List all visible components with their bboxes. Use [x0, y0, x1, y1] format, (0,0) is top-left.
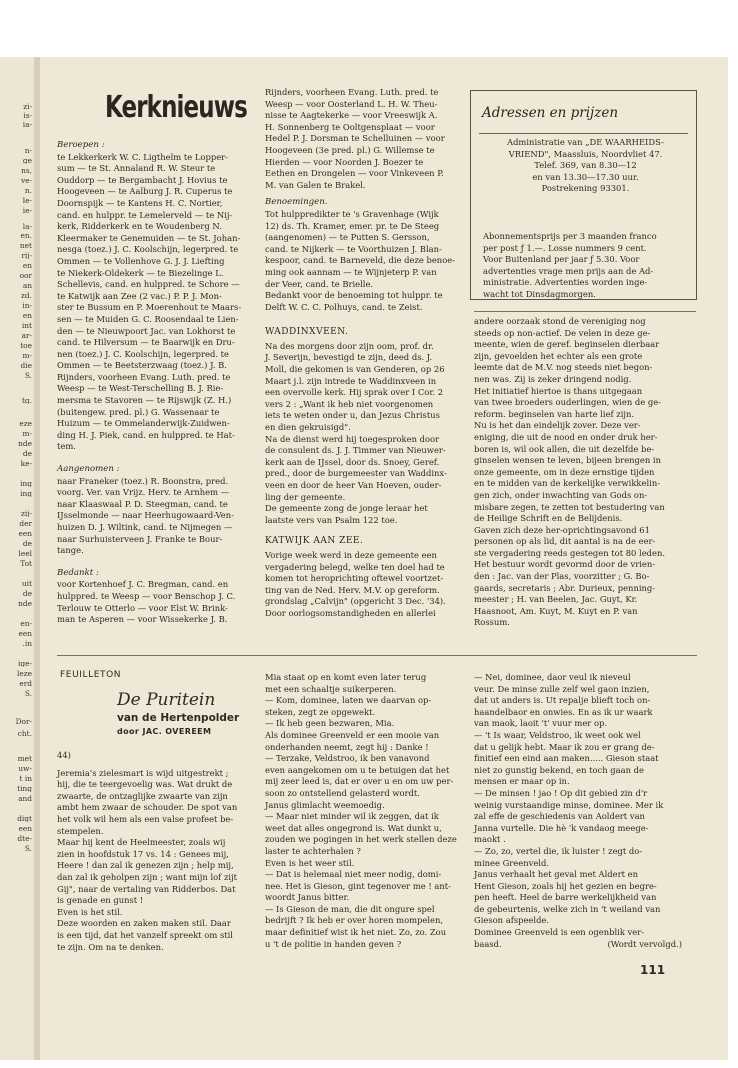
text-line: naar Franeker (toez.) R. Boonstra, pred.: [57, 475, 229, 486]
strip-fragment: digt: [17, 815, 32, 823]
strip-fragment: die: [20, 362, 32, 370]
text-line: Als dominee Greenveld er een mooie van: [265, 729, 440, 740]
strip-fragment: ve-: [20, 177, 32, 185]
strip-fragment: m-: [22, 352, 32, 360]
strip-fragment: int: [21, 322, 32, 330]
text-line: nen was. Zij is zeker dringend nodig.: [474, 373, 632, 384]
text-line: eniging, die uit de nood en onder druk her-: [474, 431, 658, 442]
text-line: van maok, laoit 't' vuur mer op.: [474, 718, 608, 729]
text-line: Even is het stil.: [57, 906, 123, 917]
text-line: Heere ! dan zal ik genezen zijn ; help mij,: [57, 860, 234, 871]
strip-fragment: n-: [24, 147, 32, 155]
text-line: gaards, secretaris ; Abr. Durieux, penning-: [474, 582, 656, 593]
text-line: stempelen.: [57, 825, 104, 836]
text-line: vers 2 : „Want ik heb niet voorgenomen: [265, 398, 434, 409]
section-rule: [57, 655, 697, 656]
text-line: kerk aan de IJssel, door ds. Snoey, Geref.: [265, 456, 440, 467]
strip-fragment: nde: [18, 600, 32, 608]
address-box-rule: [479, 133, 688, 134]
text-line: Jeremia's zielesmart is wijd uitgestrekt ;: [57, 767, 229, 778]
episode-number: 44): [57, 750, 71, 760]
text-line: cand. te Hilversum — te Baarwijk en Dru-: [57, 337, 235, 348]
strip-fragment: en: [22, 312, 32, 320]
text-line: maar definitief wist ik het niet. Zo, zo. Zou: [265, 927, 447, 938]
text-line: Moll, die gekomen is van Genderen, op 26: [265, 364, 445, 375]
text-line: Rijnders, voorheen Evang. Luth. pred. te: [57, 371, 231, 382]
text-line: personen op als lid, dit aantal is na de eer-: [474, 536, 656, 547]
text-line: naar Klaaswaal P. D. Steegman, cand. te: [57, 498, 228, 509]
text-line: een overvolle kerk. Hij sprak over I Cor. 2: [265, 387, 444, 398]
strip-fragment: is-: [23, 112, 32, 120]
strip-fragment: toe: [20, 342, 32, 350]
text-line: onze gemeente, om in deze ernstige tijden: [474, 466, 655, 477]
text-line: mensen er maar op in.: [474, 776, 570, 787]
text-line: Het bestuur wordt gevormd door de vrien-: [474, 559, 656, 570]
text-line: mersma te Stavoren — te Rijswijk (Z. H.): [57, 395, 232, 406]
strip-fragment: ing: [20, 480, 32, 488]
text-line: Voor Buitenland per jaar ƒ 5.30. Voor: [483, 254, 640, 265]
strip-fragment: nde: [18, 440, 32, 448]
text-line: J. Severijn, bevestigd te zijn, deed ds. J.: [265, 352, 433, 363]
text-line: voor Kortenhoef J. C. Bregman, cand. en: [57, 579, 229, 590]
text-line: der Veer, cand. te Brielle.: [265, 278, 374, 289]
strip-fragment: uw-: [18, 765, 32, 773]
text-line: nee. Het is Gieson, gint tegenover me ! ant-: [265, 880, 452, 891]
text-line: te Niekerk-Oldekerk — te Biezelinge L.: [57, 267, 224, 278]
text-line: Gij", naar de vertaling van Ridderbos. Dat: [57, 883, 236, 894]
strip-fragment: S.: [24, 372, 32, 380]
strip-fragment: in-: [22, 302, 32, 310]
strip-fragment: een: [18, 825, 32, 833]
strip-fragment: Dor-: [15, 718, 32, 726]
text-line: minee Greenveld.: [474, 857, 549, 868]
strip-fragment: zd.: [21, 292, 32, 300]
text-line: Weesp — voor Oosterland L. H. W. Theu-: [265, 98, 438, 109]
strip-fragment: leel: [18, 550, 32, 558]
text-line: voorg. Ver. van Vrijz. Herv. te Arnhem —: [57, 487, 230, 498]
strip-fragment: an: [22, 282, 32, 290]
text-line: Maart j.l. zijn intrede te Waddinxveen in: [265, 375, 437, 386]
text-line: misbare zegen, te zetten tot bestudering van: [474, 501, 665, 512]
text-line: u 't de politie in handen geven ?: [265, 938, 402, 949]
text-line: IJsselmonde — naar Heerhugowaard-Ven-: [57, 510, 234, 521]
text-line: nesga (toez.) J. C. Koolschijn, legerpred. te: [57, 244, 239, 255]
text-line: ambt hem zwaar de schouder. De spot van: [57, 802, 238, 813]
text-line: den — te Nieuwpoort Jac. van Lokhorst te: [57, 325, 236, 336]
text-line: Hent Gieson, zoals hij het gezien en begre-: [474, 880, 657, 891]
text-line: kespoor, cand. te Barneveld, die deze benoe-: [265, 255, 456, 266]
strip-fragment: ie-: [22, 207, 32, 215]
strip-fragment: ns,: [21, 167, 32, 175]
bedankt-heading: Bedankt :: [57, 567, 99, 578]
strip-fragment: and: [18, 795, 32, 803]
text-line: Na des morgens door zijn oom, prof. dr.: [265, 340, 434, 351]
text-line: leemte dat de M.V. nog steeds niet begon-: [474, 362, 653, 373]
feuilleton-col1-text: [57, 768, 257, 954]
text-line: (buitengew. pred. pl.) G. Wassenaar te: [57, 406, 220, 417]
column-1: [57, 140, 257, 626]
text-line: de Heilige Schrift en de Belijdenis.: [474, 513, 623, 524]
strip-fragment: met: [17, 755, 32, 763]
text-line: de consulent ds. J. J. Timmer van Nieuwer-: [265, 445, 446, 456]
text-line: Na de dienst werd hij toegesproken door: [265, 433, 440, 444]
text-line: Hoogeveen — te Aalburg J. R. Cuperus te: [57, 186, 233, 197]
text-line: Janus verhaalt het geval met Aldert en: [474, 869, 638, 880]
text-line: Maar hij kent de Heelmeester, zoals wij: [57, 837, 226, 848]
text-line: naar Surhuisterveen J. Franke te Bour-: [57, 533, 223, 544]
text-line: — Kom, dominee, laten we daarvan op-: [265, 695, 432, 706]
text-line: huizen D. J. Wiltink, cand. te Nijmegen —: [57, 522, 233, 532]
text-line: dat u gelijk hebt. Maar ik zou er grang de-: [474, 741, 655, 752]
strip-fragment: n.: [24, 187, 32, 195]
text-line: Haasnoot, Am. Kuyt, M. Kuyt en P. van: [474, 605, 638, 616]
strip-fragment: oor: [19, 272, 32, 280]
text-line: en te midden van de kerkelijke verwikkelin-: [474, 478, 661, 489]
beroepen-text: [57, 152, 257, 453]
strip-fragment: erd: [19, 680, 32, 688]
aangenomen-heading: Aangenomen :: [57, 464, 120, 475]
text-line: VRIEND", Maassluis, Noordvliet 47.: [508, 148, 663, 159]
benoemingen-heading: Benoemingen.: [265, 197, 328, 208]
text-line: Hierden — voor Noorden J. Boezer te: [265, 156, 424, 167]
text-line: andere oorzaak stond de vereniging nog: [474, 316, 646, 326]
text-line: is een tijd, dat het vanzelf spreekt om stil: [57, 929, 233, 940]
text-line: nen (toez.) J. C. Koolschijn, legerpred. te: [57, 348, 229, 359]
previous-page-strip: [0, 57, 34, 1060]
feuilleton-col3-text: [474, 672, 696, 939]
text-line: Deze woorden en zaken maken stil. Daar: [57, 918, 231, 929]
beroepen-heading: Beroepen :: [57, 140, 105, 150]
strip-fragment: en.: [20, 232, 32, 240]
feuilleton-label: FEUILLETON: [60, 670, 122, 680]
text-line: komen tot heroprichting oftewel voortzet-: [265, 573, 444, 584]
text-line: laster te achterhalen ?: [265, 845, 361, 856]
text-line: Het initiatief hiertoe is thans uitgegaan: [474, 385, 643, 396]
katwijk-heading: KATWIJK AAN ZEE.: [265, 536, 364, 547]
text-line: — Maar niet minder wil ik zeggen, dat ik: [265, 811, 439, 822]
text-line: en van 13.30—17.30 uur.: [532, 171, 639, 182]
text-line: Hoogeveen (3e pred. pl.) G. Willemse te: [265, 144, 435, 155]
text-line: tange.: [57, 545, 84, 556]
text-line: cand. en hulppr. te Lemelerveld — te Nij-: [57, 209, 233, 220]
text-line: Gaven zich deze her-oprichtingsavond 61: [474, 524, 650, 535]
text-line: Hedel P. J. Dorsman te Schelluinen — voor: [265, 133, 445, 144]
text-line: meester ; H. van Beelen, Jac. Guyt, Kr.: [474, 594, 638, 605]
text-line: Kleermaker te Genemuiden — te St. Johan-: [57, 232, 241, 243]
strip-fragment: ige-: [18, 660, 32, 668]
text-line: woordt Janus bitter.: [265, 892, 350, 903]
text-line: bedrijft ? Ik heb er over horen mompelen,: [265, 915, 444, 926]
strip-fragment: zi-: [23, 103, 32, 111]
text-line: sum — te St. Annaland R. W. Steur te: [57, 163, 216, 174]
serial-author: door JAC. OVEREEM: [117, 727, 212, 736]
text-line: (aangenomen) — te Putten S. Gersson,: [265, 232, 430, 243]
text-line: de gebeurtenis, welke zich in 't weiland van: [474, 903, 661, 914]
address-box-title: Adressen en prijzen: [482, 105, 619, 121]
text-line: even aangekomen om u te betuigen dat het: [265, 764, 450, 775]
text-line: pred., door de burgemeester van Waddinx-: [265, 468, 447, 479]
strip-fragment: Tot: [20, 560, 32, 568]
feuilleton-column-1: [57, 750, 257, 953]
text-line: wacht tot Dinsdagmorgen.: [483, 288, 596, 299]
text-line: is genade en gunst !: [57, 895, 144, 906]
text-line: — Zo, zo, vertel die, ik luister ! zegt do-: [474, 845, 643, 856]
text-line: Telef. 369, van 8.30—12: [534, 160, 637, 171]
text-line: Delft W. C. C. Polhuys, cand. te Zeist.: [265, 301, 423, 312]
text-line: ster te Bussum en P. Moerenhout te Maars-: [57, 302, 242, 313]
text-line: grondslag „Calvijn" (opgericht 3 Dec. '34).: [265, 596, 446, 607]
text-line: ding H. J. Piek, cand. en hulppred. te Hat-: [57, 429, 235, 440]
text-line: Eethen en Drongelen — voor Vinkeveen P.: [265, 168, 444, 179]
text-line: Ommen — te Beetsterzwaag (toez.) J. B.: [57, 360, 227, 371]
text-line: met een schaaltje suikerperen.: [265, 683, 397, 694]
text-line: steeds op non-actief. De velen in deze ge-: [474, 327, 651, 338]
strip-fragment: ia-: [22, 121, 32, 129]
strip-fragment: de: [22, 450, 32, 458]
text-line: Terlouw te Otterlo — voor Elst W. Brink-: [57, 602, 228, 613]
text-line: van twee broeders ouderlingen, wien de ge-: [474, 397, 662, 408]
text-line: Bedankt voor de benoeming tot hulppr. te: [265, 290, 443, 301]
strip-fragment: leze: [16, 670, 32, 678]
strip-fragment: ting: [17, 785, 32, 793]
text-line: Schellevis, cand. en hulppred. te Schore —: [57, 279, 240, 290]
col2-top-text: [265, 87, 465, 191]
text-line: Mia staat op en komt even later terug: [265, 672, 427, 682]
text-line: ste vergadering reeds gestegen tot 80 leden.: [474, 547, 666, 558]
serial-subtitle: van de Hertenpolder: [117, 712, 240, 724]
text-line: pen heeft. Heel de barre werkelijkheid van: [474, 892, 657, 903]
text-line: steken, zegt ze opgewekt.: [265, 706, 376, 717]
text-line: te Lekkerkerk W. C. Ligthelm te Lopper-: [57, 151, 228, 162]
strip-fragment: le-: [22, 197, 32, 205]
text-line: Postrekening 93301.: [541, 183, 630, 194]
text-line: kerk, Ridderkerk en te Woudenberg N.: [57, 221, 222, 232]
text-line: het volk wil hem als een valse profeet be-: [57, 813, 234, 824]
text-line: dat ut anders is. Ut repalje blieft toch on-: [474, 695, 651, 706]
strip-fragment: net: [19, 242, 32, 250]
text-line: Weesp — te West-Terschelling B. J. Rie-: [57, 383, 224, 394]
text-line: dan zal ik geholpen zijn ; want mijn lof zijt: [57, 871, 237, 882]
text-line: Abonnementsprijs per 3 maanden franco: [483, 231, 657, 241]
continued-note: (Wordt vervolgd.): [607, 938, 682, 949]
text-line: sen — te Muiden G. C. Roosendaal te Lien-: [57, 313, 239, 324]
strip-fragment: en: [22, 262, 32, 270]
strip-fragment: la-: [22, 223, 32, 231]
text-line: — 't Is waar, Veldstroo, ik weet ook wel: [474, 729, 641, 740]
strip-fragment: de: [22, 590, 32, 598]
benoemingen-text: [265, 209, 465, 313]
text-line: Huizum — te Ommelanderwijk-Zuidwen-: [57, 418, 230, 429]
text-line: Janna vurtelle. Die hè 'k vandaog meege-: [474, 822, 649, 833]
feuilleton-column-3: [474, 672, 696, 950]
feuilleton-column-2: [265, 672, 465, 950]
text-line: veur. De minse zulle zelf wel gaon inzien,: [474, 683, 650, 694]
text-line: Gieson afspeelde.: [474, 915, 550, 926]
text-line: Janus glimlacht weemoedig.: [265, 799, 385, 810]
text-line: Rijnders, voorheen Evang. Luth. pred. te: [265, 87, 439, 97]
text-line: Even is het weer stil.: [265, 857, 355, 868]
text-line: zwaarte, de ontzaglijke zwaarte van zijn: [57, 790, 228, 801]
text-line: boren is, wil ook allen, die uit dezelfde be-: [474, 443, 655, 454]
page-title: Kerknieuws: [105, 90, 247, 125]
administration-text: [483, 137, 688, 195]
waddinxveen-text: [265, 341, 465, 527]
text-line: Doornspijk — te Kantens H. C. Nortier,: [57, 197, 223, 208]
text-line: tem.: [57, 441, 76, 452]
strip-fragment: m-: [22, 430, 32, 438]
strip-fragment: der: [19, 520, 32, 528]
strip-fragment: t in: [19, 775, 32, 783]
text-line: gen zich, onder inwachting van Gods on-: [474, 489, 648, 500]
text-line: weet dat alles ongegrond is. Wat dunkt u,: [265, 822, 442, 833]
text-line: per post ƒ 1.—. Losse nummers 9 cent.: [483, 242, 647, 253]
strip-fragment: een: [18, 530, 32, 538]
strip-fragment: ge: [22, 157, 32, 165]
text-line: M. van Galen te Brakel.: [265, 179, 366, 190]
text-line: — Terzake, Veldstroo, ik ben vanavond: [265, 753, 430, 764]
text-line: — Is Gieson de man, die dit ongure spel: [265, 903, 435, 914]
text-line: den : Jac. van der Plas, voorzitter ; G. Bo-: [474, 571, 650, 582]
text-line: zal effe de geschiedenis van Aoldert van: [474, 811, 645, 822]
text-line: te Katwijk aan Zee (2 vac.) P. P. J. Mon-: [57, 290, 222, 301]
text-line: en dien gekruisigd".: [265, 422, 351, 433]
text-line: nisse te Aagtekerke — voor Vreeswijk A.: [265, 110, 438, 121]
strip-fragment: dte-: [17, 835, 32, 843]
text-line: Administratie van „DE WAARHEIDS-: [507, 137, 664, 147]
box-separator: [474, 311, 696, 312]
column-2: [265, 87, 465, 620]
strip-fragment: ke-: [20, 460, 32, 468]
text-line: Rossum.: [474, 617, 510, 628]
waddinxveen-heading: WADDINXVEEN.: [265, 327, 349, 338]
serial-title: De Puritein: [117, 690, 216, 710]
text-line: Ommen — te Vollenhove G. J. J. Liefting: [57, 255, 225, 266]
text-line: zien in hoofdstuk 17 vs. 14 : Genees mij,: [57, 848, 229, 859]
text-line: ling der gemeente.: [265, 491, 346, 502]
last-word: baasd.: [474, 938, 502, 949]
strip-fragment: zij-: [20, 510, 32, 518]
aangenomen-text: [57, 476, 257, 557]
text-line: Dominee Greenveld is een ogenblik ver-: [474, 927, 645, 938]
text-line: Nu is het dan eindelijk zover. Deze ver-: [474, 420, 641, 431]
text-line: finitief een eind aan maken..... Gieson staat: [474, 753, 659, 764]
text-line: — Nei, dominee, daor veul ik nieveul: [474, 672, 631, 682]
strip-fragment: ar-: [21, 332, 32, 340]
feuilleton-col2-text: [265, 672, 465, 950]
text-line: ming ook aannam — te Wijnjeterp P. van: [265, 266, 437, 277]
text-line: iets te weten onder u, dan Jezus Christus: [265, 410, 440, 421]
text-line: niet zo gunstig bekend, en toch gaan de: [474, 764, 645, 775]
text-line: hij, die te teergevoelig was. Wat drukt de: [57, 779, 233, 790]
text-line: ting van de Ned. Herv. M.V. op gereform.: [265, 584, 440, 595]
text-line: zouden we pogingen in het werk stellen deze: [265, 834, 457, 845]
text-line: Door oorlogsomstandigheden en allerlei: [265, 607, 436, 618]
katwijk-continued-text: [474, 316, 696, 629]
text-line: Tot hulppredikter te 's Gravenhage (Wijk: [265, 208, 439, 219]
strip-fragment: S.: [24, 845, 32, 853]
text-line: hulppred. te Weesp — voor Benschop J. C.: [57, 590, 236, 601]
strip-fragment: en-: [20, 620, 32, 628]
text-line: advertenties vrage men prijs aan de Ad-: [483, 265, 654, 276]
text-line: reform. beginselen van harte lief zijn.: [474, 408, 635, 419]
katwijk-text: [265, 550, 465, 620]
text-line: zijn, gevoelden het echter als een grote: [474, 350, 643, 361]
text-line: Ouddorp — te Bergambacht J. Hovius te: [57, 174, 228, 185]
bedankt-text: [57, 579, 257, 625]
strip-fragment: ing: [20, 490, 32, 498]
column-3: [474, 316, 696, 629]
strip-fragment: eze: [19, 420, 32, 428]
text-line: veen en door de heer Van Hoeven, ouder-: [265, 480, 442, 490]
text-line: ministratie. Advertenties worden inge-: [483, 277, 648, 288]
address-box: [470, 90, 697, 300]
text-line: cand. te Nijkerk — te Voorthuizen J. Blan-: [265, 243, 442, 254]
text-line: mij zeer leed is, dat er over u en om uw per-: [265, 776, 454, 787]
text-line: H. Sonnenberg te Ooltgensplaat — voor: [265, 121, 435, 132]
text-line: De gemeente zong de jonge leraar het: [265, 503, 428, 514]
text-line: te zijn. Om na te denken.: [57, 941, 164, 952]
strip-fragment: de: [22, 540, 32, 548]
text-line: — Ik heb geen bezwaren, Mia.: [265, 718, 395, 729]
strip-fragment: .in: [22, 640, 32, 648]
strip-fragment: uit: [21, 580, 32, 588]
text-line: — De minsen ! jao ! Op dit gebied zin d'r: [474, 787, 648, 798]
text-line: weinig vurstaandige minse, dominee. Mer ik: [474, 799, 664, 810]
text-line: man te Asperen — voor Wissekerke J. B.: [57, 614, 228, 625]
text-line: — Dat is helemaal niet meer nodig, domi-: [265, 869, 442, 880]
text-line: onderhanden neemt, zegt hij : Danke !: [265, 741, 429, 752]
page-number: 111: [640, 963, 666, 977]
text-line: 12) ds. Th. Kramer, emer. pr. te De Steeg: [265, 220, 440, 231]
text-line: Vorige week werd in deze gemeente een: [265, 549, 437, 560]
text-line: maokt .: [474, 834, 506, 845]
strip-fragment: cht.: [17, 730, 32, 738]
strip-fragment: tg.: [21, 397, 32, 405]
text-line: meente, wien de geref. beginselen dierbaar: [474, 339, 660, 350]
text-line: soon zo ontstellend gelasterd wordt.: [265, 787, 420, 798]
text-line: haandelbaor en onwies. En as ik ur waark: [474, 706, 653, 717]
text-line: ginselen wensen te leven, bijeen brengen in: [474, 455, 661, 466]
strip-fragment: rij-: [21, 252, 32, 260]
price-text: [483, 231, 688, 301]
text-line: laatste vers van Psalm 122 toe.: [265, 514, 398, 525]
strip-fragment: een: [18, 630, 32, 638]
text-line: vergadering belegd, welke ten doel had te: [265, 561, 445, 572]
strip-fragment: S.: [24, 690, 32, 698]
